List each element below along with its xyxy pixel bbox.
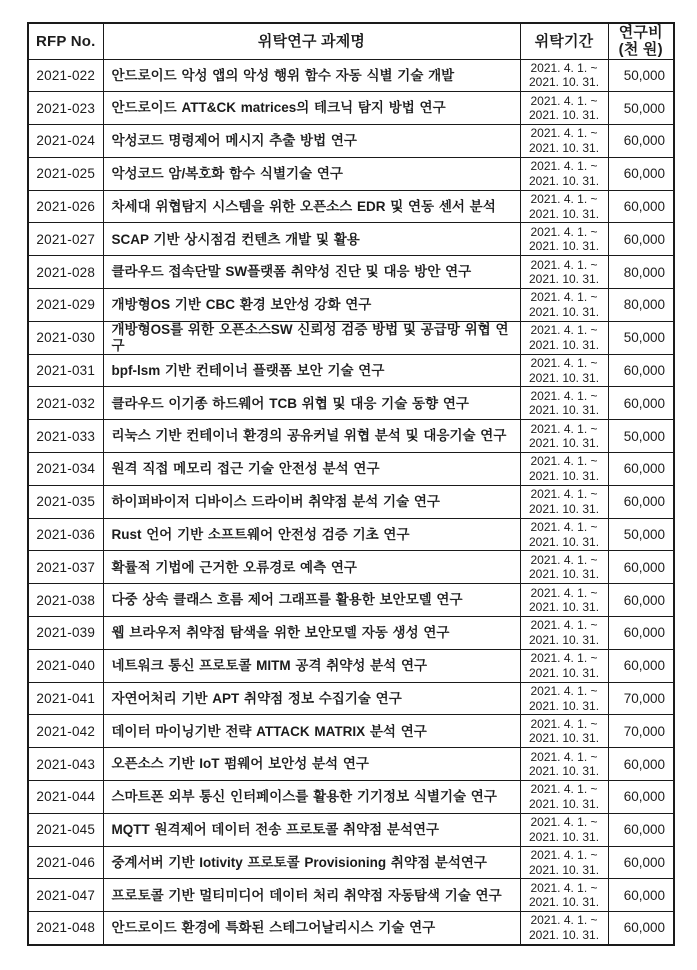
budget-cell: 80,000: [608, 256, 674, 289]
period-start: 2021. 4. 1. ~: [530, 355, 598, 370]
period-end: 2021. 10. 31.: [528, 534, 600, 549]
period-start: 2021. 4. 1. ~: [530, 519, 598, 534]
project-title-cell: 안드로이드 환경에 특화된 스테그어날리시스 기술 연구: [103, 912, 520, 945]
budget-cell: 50,000: [608, 92, 674, 125]
period-start: 2021. 4. 1. ~: [530, 782, 598, 797]
period-end: 2021. 10. 31.: [528, 403, 600, 418]
table-row: [28, 682, 674, 715]
rfp-no-cell: 2021-022: [28, 59, 103, 92]
project-title-cell: 개방형OS를 위한 오픈소스SW 신뢰성 검증 방법 및 공급망 위협 연구: [103, 321, 520, 354]
period-start: 2021. 4. 1. ~: [530, 749, 598, 764]
period-end: 2021. 10. 31.: [528, 337, 600, 352]
table-row: [28, 157, 674, 190]
budget-cell: 60,000: [608, 584, 674, 617]
table-row: [28, 92, 674, 125]
table-row: [28, 256, 674, 289]
rfp-no-cell: 2021-026: [28, 190, 103, 223]
project-title-cell: 리눅스 기반 컨테이너 환경의 공유커널 위협 분석 및 대응기술 연구: [103, 420, 520, 453]
period-start: 2021. 4. 1. ~: [530, 191, 598, 206]
table-row: [28, 223, 674, 256]
period-start: 2021. 4. 1. ~: [530, 618, 598, 633]
project-title-cell: 클라우드 접속단말 SW플랫폼 취약성 진단 및 대응 방안 연구: [103, 256, 520, 289]
table-body: [28, 59, 674, 945]
budget-cell: 80,000: [608, 289, 674, 322]
period-start: 2021. 4. 1. ~: [530, 290, 598, 305]
table-row: [28, 912, 674, 945]
period-end: 2021. 10. 31.: [528, 731, 600, 746]
header-project-title: 위탁연구 과제명: [103, 23, 520, 59]
budget-cell: 60,000: [608, 781, 674, 814]
rfp-no-cell: 2021-039: [28, 617, 103, 650]
project-title-cell: 원격 직접 메모리 접근 기술 안전성 분석 연구: [103, 453, 520, 486]
budget-cell: 60,000: [608, 912, 674, 945]
project-title-cell: 프로토콜 기반 멀티미디어 데이터 처리 취약점 자동탐색 기술 연구: [103, 879, 520, 912]
period-end: 2021. 10. 31.: [528, 698, 600, 713]
period-cell: [520, 813, 608, 846]
period-start: 2021. 4. 1. ~: [530, 815, 598, 830]
project-title-cell: 안드로이드 악성 앱의 악성 행위 함수 자동 식별 기술 개발: [103, 59, 520, 92]
project-title-cell: SCAP 기반 상시점검 컨텐츠 개발 및 활용: [103, 223, 520, 256]
rfp-no-cell: 2021-042: [28, 715, 103, 748]
period-cell: [520, 354, 608, 387]
period-start: 2021. 4. 1. ~: [530, 257, 598, 272]
budget-cell: 50,000: [608, 321, 674, 354]
budget-cell: 60,000: [608, 649, 674, 682]
budget-cell: 70,000: [608, 715, 674, 748]
period-cell: [520, 321, 608, 354]
table-row: [28, 748, 674, 781]
period-cell: [520, 420, 608, 453]
rfp-no-cell: 2021-028: [28, 256, 103, 289]
period-start: 2021. 4. 1. ~: [530, 454, 598, 469]
period-cell: [520, 59, 608, 92]
period-start: 2021. 4. 1. ~: [530, 651, 598, 666]
budget-cell: 60,000: [608, 813, 674, 846]
project-title-cell: 자연어처리 기반 APT 취약점 정보 수집기술 연구: [103, 682, 520, 715]
rfp-no-cell: 2021-040: [28, 649, 103, 682]
budget-cell: 60,000: [608, 387, 674, 420]
period-start: 2021. 4. 1. ~: [530, 585, 598, 600]
period-end: 2021. 10. 31.: [528, 600, 600, 615]
header-budget-line2: (천 원): [618, 41, 663, 59]
project-title-cell: 오픈소스 기반 IoT 펌웨어 보안성 분석 연구: [103, 748, 520, 781]
project-title-cell: 개방형OS 기반 CBC 환경 보안성 강화 연구: [103, 289, 520, 322]
period-cell: [520, 682, 608, 715]
budget-cell: 50,000: [608, 518, 674, 551]
period-end: 2021. 10. 31.: [528, 501, 600, 516]
budget-cell: 70,000: [608, 682, 674, 715]
period-end: 2021. 10. 31.: [528, 304, 600, 319]
period-end: 2021. 10. 31.: [528, 632, 600, 647]
period-start: 2021. 4. 1. ~: [530, 126, 598, 141]
header-period: 위탁기간: [520, 23, 608, 59]
period-start: 2021. 4. 1. ~: [530, 716, 598, 731]
period-end: 2021. 10. 31.: [528, 829, 600, 844]
period-start: 2021. 4. 1. ~: [530, 224, 598, 239]
rfp-no-cell: 2021-032: [28, 387, 103, 420]
rfp-no-cell: 2021-047: [28, 879, 103, 912]
project-title-cell: 웹 브라우저 취약점 탐색을 위한 보안모델 자동 생성 연구: [103, 617, 520, 650]
rfp-no-cell: 2021-048: [28, 912, 103, 945]
budget-cell: 60,000: [608, 157, 674, 190]
period-end: 2021. 10. 31.: [528, 140, 600, 155]
project-title-cell: bpf-lsm 기반 컨테이너 플랫폼 보안 기술 연구: [103, 354, 520, 387]
period-end: 2021. 10. 31.: [528, 108, 600, 123]
period-cell: [520, 518, 608, 551]
header-budget-line1: 연구비: [618, 24, 663, 42]
rfp-no-cell: 2021-037: [28, 551, 103, 584]
rfp-no-cell: 2021-030: [28, 321, 103, 354]
budget-cell: 50,000: [608, 420, 674, 453]
rfp-no-cell: 2021-046: [28, 846, 103, 879]
period-start: 2021. 4. 1. ~: [530, 913, 598, 928]
rfp-no-cell: 2021-035: [28, 485, 103, 518]
table-row: [28, 190, 674, 223]
project-title-cell: 악성코드 암/복호화 함수 식별기술 연구: [103, 157, 520, 190]
rfp-no-cell: 2021-044: [28, 781, 103, 814]
period-start: 2021. 4. 1. ~: [530, 847, 598, 862]
budget-cell: 60,000: [608, 190, 674, 223]
project-title-cell: 악성코드 명령제어 메시지 추출 방법 연구: [103, 125, 520, 158]
budget-cell: 60,000: [608, 125, 674, 158]
budget-cell: 60,000: [608, 879, 674, 912]
header-row: [28, 23, 674, 59]
period-start: 2021. 4. 1. ~: [530, 93, 598, 108]
table-row: [28, 715, 674, 748]
table-row: [28, 846, 674, 879]
period-cell: [520, 289, 608, 322]
period-cell: [520, 912, 608, 945]
period-start: 2021. 4. 1. ~: [530, 60, 598, 75]
project-title-cell: 확률적 기법에 근거한 오류경로 예측 연구: [103, 551, 520, 584]
period-cell: [520, 125, 608, 158]
table-row: [28, 551, 674, 584]
budget-cell: 60,000: [608, 617, 674, 650]
period-end: 2021. 10. 31.: [528, 370, 600, 385]
table-row: [28, 453, 674, 486]
period-cell: [520, 551, 608, 584]
rfp-no-cell: 2021-025: [28, 157, 103, 190]
project-title-cell: MQTT 원격제어 데이터 전송 프로토콜 취약점 분석연구: [103, 813, 520, 846]
table-row: [28, 813, 674, 846]
budget-cell: 60,000: [608, 748, 674, 781]
period-cell: [520, 223, 608, 256]
rfp-no-cell: 2021-027: [28, 223, 103, 256]
period-start: 2021. 4. 1. ~: [530, 683, 598, 698]
period-end: 2021. 10. 31.: [528, 206, 600, 221]
table-row: [28, 354, 674, 387]
rfp-no-cell: 2021-031: [28, 354, 103, 387]
header-budget: [608, 23, 674, 59]
period-cell: [520, 157, 608, 190]
project-title-cell: 스마트폰 외부 통신 인터페이스를 활용한 기기정보 식별기술 연구: [103, 781, 520, 814]
project-title-cell: 네트워크 통신 프로토콜 MITM 공격 취약성 분석 연구: [103, 649, 520, 682]
project-title-cell: 클라우드 이기종 하드웨어 TCB 위협 및 대응 기술 동향 연구: [103, 387, 520, 420]
budget-cell: 60,000: [608, 485, 674, 518]
project-title-cell: 중계서버 기반 Iotivity 프로토콜 Provisioning 취약점 분석연구: [103, 846, 520, 879]
period-end: 2021. 10. 31.: [528, 764, 600, 779]
table-row: [28, 518, 674, 551]
period-cell: [520, 485, 608, 518]
project-title-cell: Rust 언어 기반 소프트웨어 안전성 검증 기초 연구: [103, 518, 520, 551]
rfp-no-cell: 2021-045: [28, 813, 103, 846]
period-end: 2021. 10. 31.: [528, 173, 600, 188]
period-cell: [520, 617, 608, 650]
budget-cell: 60,000: [608, 846, 674, 879]
rfp-no-cell: 2021-034: [28, 453, 103, 486]
table-row: [28, 485, 674, 518]
period-cell: [520, 781, 608, 814]
project-title-cell: 안드로이드 ATT&CK matrices의 테크닉 탐지 방법 연구: [103, 92, 520, 125]
period-end: 2021. 10. 31.: [528, 665, 600, 680]
period-cell: [520, 92, 608, 125]
table-row: [28, 387, 674, 420]
project-title-cell: 다중 상속 클래스 흐름 제어 그래프를 활용한 보안모델 연구: [103, 584, 520, 617]
table-header: [28, 23, 674, 59]
period-cell: [520, 584, 608, 617]
period-end: 2021. 10. 31.: [528, 272, 600, 287]
budget-cell: 60,000: [608, 223, 674, 256]
period-end: 2021. 10. 31.: [528, 796, 600, 811]
period-end: 2021. 10. 31.: [528, 468, 600, 483]
table-row: [28, 617, 674, 650]
budget-cell: 50,000: [608, 59, 674, 92]
period-end: 2021. 10. 31.: [528, 927, 600, 942]
rfp-no-cell: 2021-023: [28, 92, 103, 125]
period-cell: [520, 190, 608, 223]
period-start: 2021. 4. 1. ~: [530, 880, 598, 895]
rfp-no-cell: 2021-041: [28, 682, 103, 715]
period-start: 2021. 4. 1. ~: [530, 323, 598, 338]
period-cell: [520, 256, 608, 289]
period-start: 2021. 4. 1. ~: [530, 421, 598, 436]
rfp-no-cell: 2021-038: [28, 584, 103, 617]
period-start: 2021. 4. 1. ~: [530, 388, 598, 403]
budget-cell: 60,000: [608, 354, 674, 387]
period-end: 2021. 10. 31.: [528, 239, 600, 254]
table-row: [28, 781, 674, 814]
table-row: [28, 321, 674, 354]
table-row: [28, 420, 674, 453]
rfp-no-cell: 2021-043: [28, 748, 103, 781]
period-end: 2021. 10. 31.: [528, 567, 600, 582]
period-start: 2021. 4. 1. ~: [530, 487, 598, 502]
period-end: 2021. 10. 31.: [528, 895, 600, 910]
table-row: [28, 584, 674, 617]
table-row: [28, 125, 674, 158]
period-cell: [520, 387, 608, 420]
table-row: [28, 879, 674, 912]
rfp-no-cell: 2021-033: [28, 420, 103, 453]
period-start: 2021. 4. 1. ~: [530, 159, 598, 174]
rfp-no-cell: 2021-029: [28, 289, 103, 322]
period-end: 2021. 10. 31.: [528, 436, 600, 451]
period-end: 2021. 10. 31.: [528, 862, 600, 877]
rfp-project-table: [27, 22, 675, 946]
project-title-cell: 차세대 위협탐지 시스템을 위한 오픈소스 EDR 및 연동 센서 분석: [103, 190, 520, 223]
period-cell: [520, 846, 608, 879]
period-cell: [520, 649, 608, 682]
header-rfp-no: RFP No.: [28, 23, 103, 59]
period-cell: [520, 748, 608, 781]
table-row: [28, 289, 674, 322]
period-start: 2021. 4. 1. ~: [530, 552, 598, 567]
project-title-cell: 데이터 마이닝기반 전략 ATTACK MATRIX 분석 연구: [103, 715, 520, 748]
period-cell: [520, 453, 608, 486]
table-row: [28, 649, 674, 682]
project-title-cell: 하이퍼바이저 디바이스 드라이버 취약점 분석 기술 연구: [103, 485, 520, 518]
period-end: 2021. 10. 31.: [528, 75, 600, 90]
budget-cell: 60,000: [608, 453, 674, 486]
period-cell: [520, 715, 608, 748]
budget-cell: 60,000: [608, 551, 674, 584]
period-cell: [520, 879, 608, 912]
rfp-no-cell: 2021-036: [28, 518, 103, 551]
rfp-no-cell: 2021-024: [28, 125, 103, 158]
table-row: [28, 59, 674, 92]
